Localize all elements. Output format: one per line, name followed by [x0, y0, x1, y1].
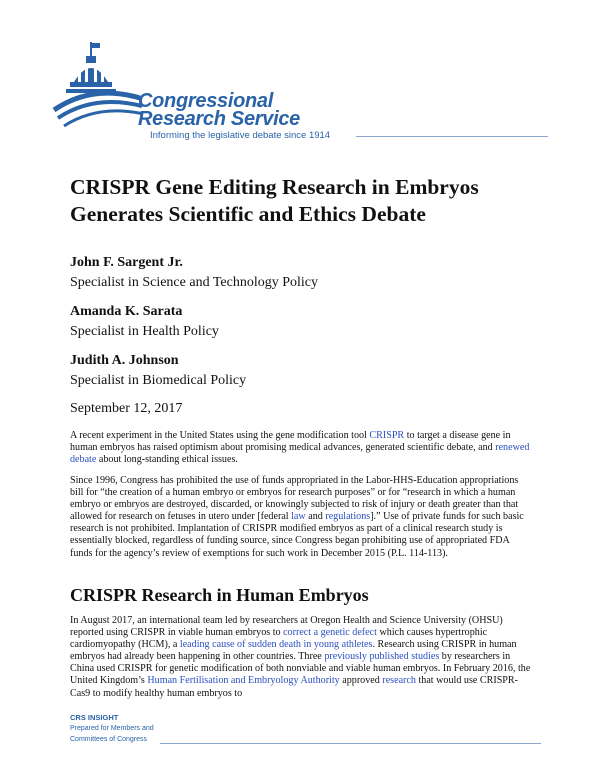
text-run: that would use CRISPR-Cas9 to modify healthy human embryos to	[70, 675, 519, 699]
capitol-dome-icon	[52, 40, 142, 140]
title-line-2: Generates Scientific and Ethics Debate	[70, 202, 426, 226]
crs-logo-tagline: Informing the legislative debate since 1914	[150, 130, 331, 141]
sudden-death-link[interactable]: leading cause of sudden death in young athletes	[179, 639, 373, 651]
crs-logo	[52, 40, 552, 140]
crispr-link[interactable]: CRISPR	[369, 430, 405, 441]
crs-logo-name-line1: Congressional	[138, 90, 274, 112]
text-run: about long-standing ethical issues.	[96, 454, 238, 466]
footer-label: CRS INSIGHT	[70, 713, 119, 722]
text-run: Since 1996, Congress has prohibited the use of funds appropriated in the Labor-HHS-Education appropriations bill for “the creation of a human embryo or embryos for research purposes” or for “research in which a human embryo or embryos are destroyed, discarded, or knowingly subjected to risk of injury or death greater than that allowed for research on fetuses in utero under [federal	[70, 475, 519, 523]
text-run: . Research using CRISPR in human embryos had already been happening in other countries. Three	[70, 639, 517, 663]
text-run: and	[305, 511, 326, 523]
section-heading: CRISPR Research in Human Embryos	[70, 585, 369, 605]
research-paragraph	[70, 615, 532, 700]
footer-line-2: Committees of Congress	[70, 736, 148, 743]
publication-date: September 12, 2017	[70, 401, 183, 416]
author-block	[70, 351, 246, 391]
regulations-link[interactable]: regulations	[325, 511, 371, 523]
title-line-1: CRISPR Gene Editing Research in Embryos	[70, 175, 479, 199]
author-role: Specialist in Biomedical Policy	[70, 373, 247, 388]
text-run: approved	[339, 675, 383, 687]
law-link[interactable]: law	[291, 511, 306, 523]
author-name: Amanda K. Sarata	[70, 304, 183, 319]
text-run: A recent experiment in the United States using the gene modification tool	[70, 430, 370, 441]
intro-paragraph	[70, 430, 532, 466]
genetic-defect-link[interactable]: correct a genetic defect	[283, 627, 377, 639]
funding-paragraph	[70, 475, 532, 560]
renewed-debate-link[interactable]: renewed debate	[70, 442, 530, 466]
crs-logo-name-line2: Research Service	[138, 108, 300, 130]
author-block	[70, 302, 219, 342]
text-run: ].” Use of private funds for such basic research is not prohibited. Implantation of CRISPR modified embryos as part of a clinical research study is essentially blocked, regardless of funding source, since Congress began prohibiting use of appropriated FDA funds for the agency’s review of exemptions for such work in December 2015 (P.L. 114-113).	[70, 511, 524, 559]
logo-divider	[356, 136, 548, 137]
text-run: which causes hypertrophic cardiomyopathy (HCM), a	[70, 627, 488, 651]
text-run: In August 2017, an international team led by researchers at Oregon Health and Science University (OHSU) reported using CRISPR in viable human embryos to	[70, 615, 503, 639]
text-run: to target a disease gene in human embryos has raised optimism about promising medical advances, generated scientific debate, and	[70, 430, 511, 454]
crs-logo-name	[138, 92, 300, 128]
footer-divider	[160, 743, 541, 744]
author-name: Judith A. Johnson	[70, 353, 179, 368]
document-title	[70, 174, 540, 228]
author-name: John F. Sargent Jr.	[70, 255, 183, 270]
footer-line-1: Prepared for Members and	[70, 725, 154, 732]
published-studies-link[interactable]: previously published studies	[324, 651, 440, 663]
research-link[interactable]: research	[382, 675, 416, 687]
author-role: Specialist in Health Policy	[70, 324, 219, 339]
hfea-link[interactable]: Human Fertilisation and Embryology Authority	[147, 675, 340, 687]
author-block	[70, 253, 318, 293]
footer	[70, 712, 154, 745]
text-run: by researchers in China used CRISPR for genetic modification of both nonviable and viable human embryos. In February 2016, the United Kingdom’s	[70, 651, 531, 687]
author-role: Specialist in Science and Technology Policy	[70, 275, 318, 290]
